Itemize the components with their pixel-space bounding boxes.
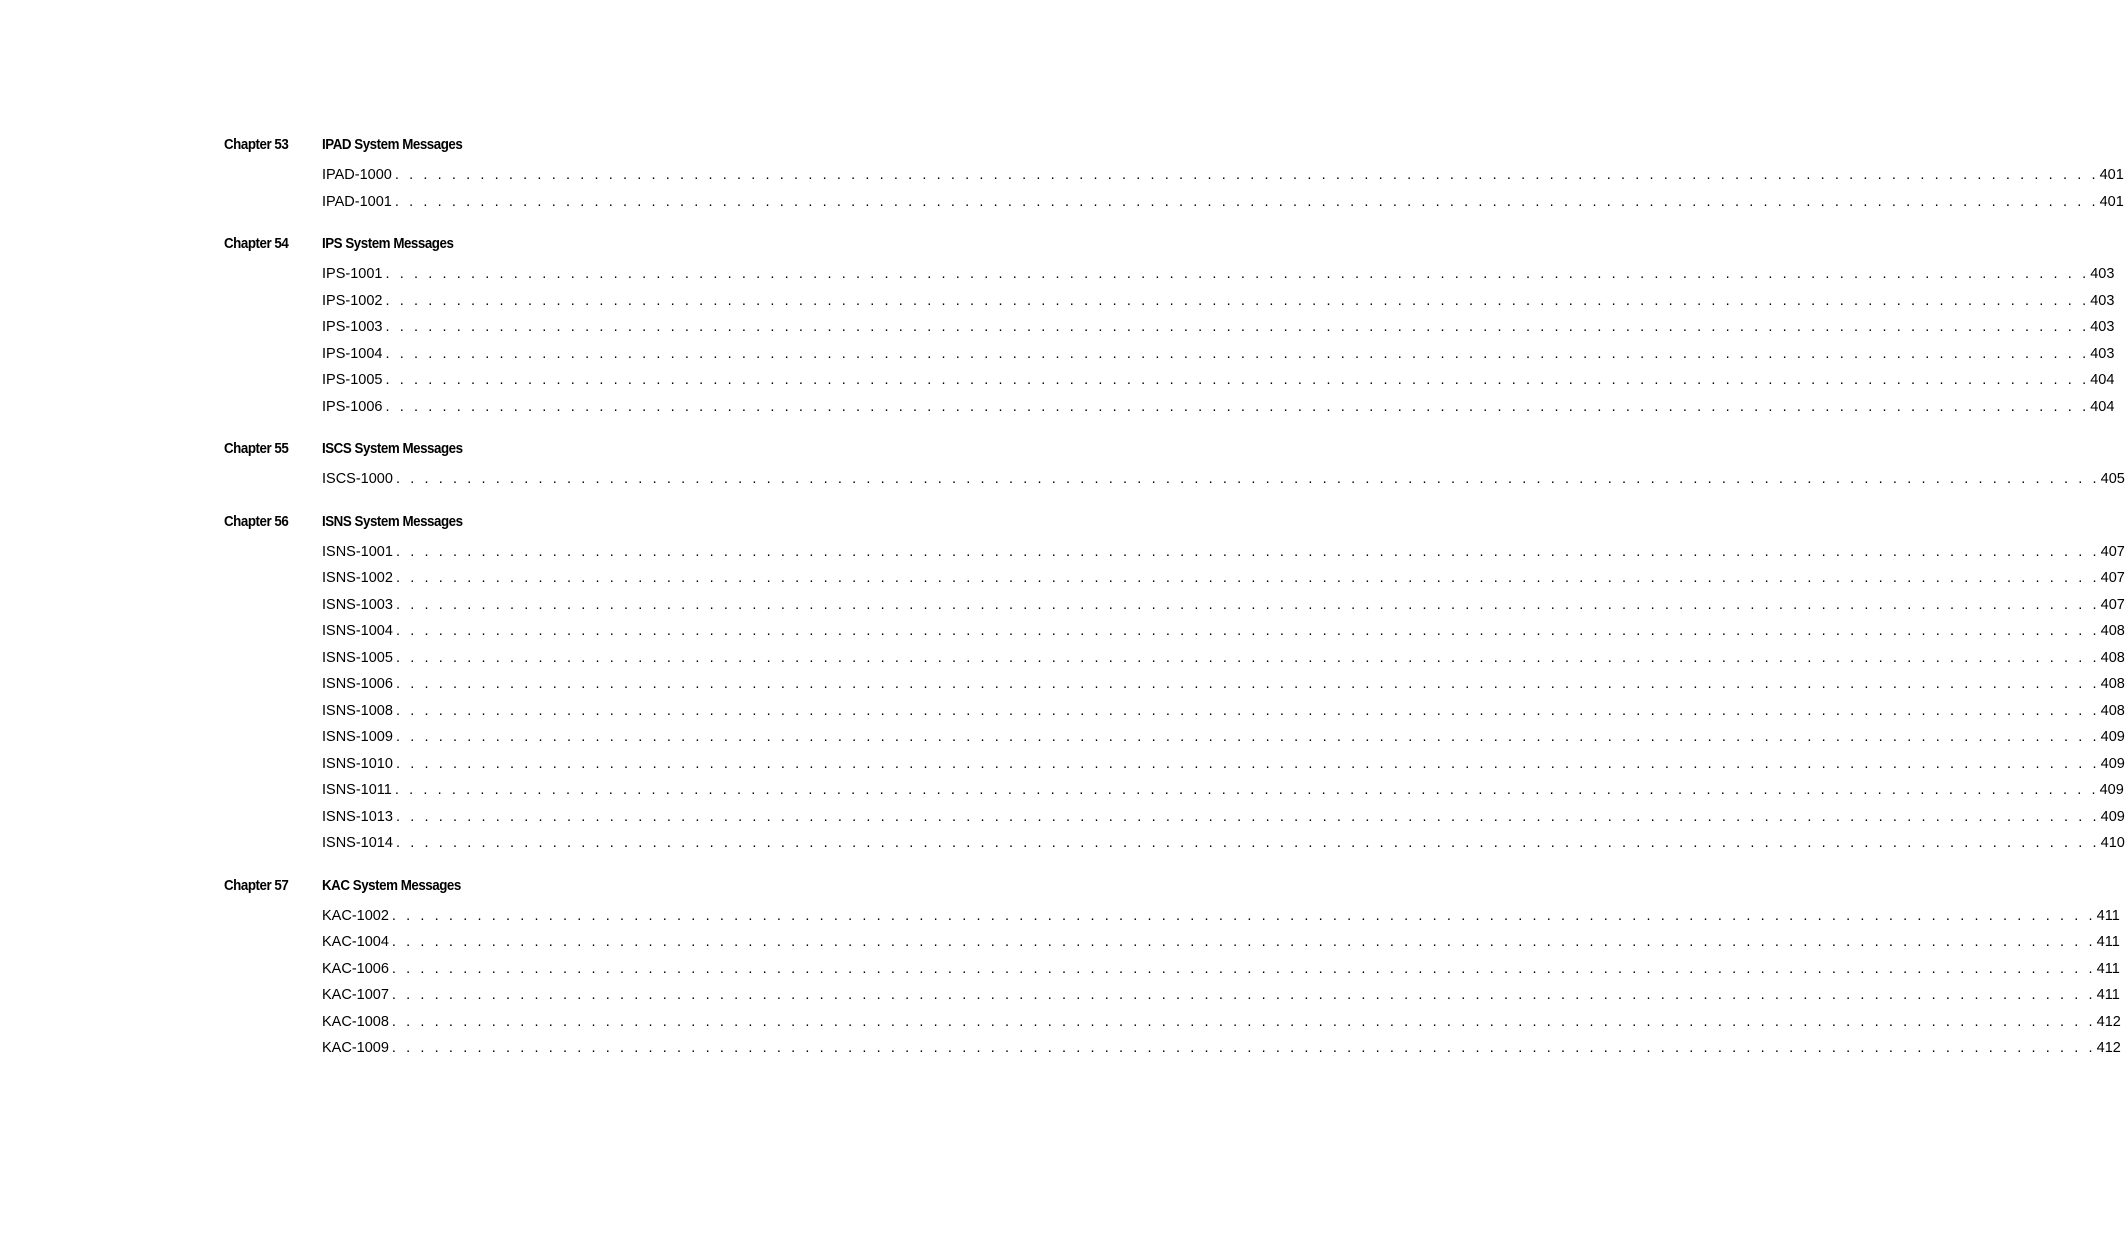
entry-label: ISNS-1003 [322,596,393,613]
chapter-number: Chapter 54 [224,236,289,252]
dot-leader: . . . . . . . . . . . . . . . . . . . . . . . . . . . . . . . . . . . . . . . . . . . . . . . . . . . . . . . . . . . . . . . . . . . . . . . . . . . . . . . . . . . . . . . . . . . . . . . . . . . . . . . . . . . . . . . . . . . . . . . . [385,398,2090,415]
entry-label: ISNS-1006 [322,676,393,692]
entry-label: IPS-1006 [322,398,383,415]
dot-leader: . . . . . . . . . . . . . . . . . . . . . . . . . . . . . . . . . . . . . . . . . . . . . . . . . . . . . . . . . . . . . . . . . . . . . . . . . . . . . . . . . . . . . . . . . . . . . . . . . . . . . . . . . . . . . . . . . . . . . . . . [395,808,2100,825]
dot-leader: . . . . . . . . . . . . . . . . . . . . . . . . . . . . . . . . . . . . . . . . . . . . . . . . . . . . . . . . . . . . . . . . . . . . . . . . . . . . . . . . . . . . . . . . . . . . . . . . . . . . . . . . . . . . . . . . . . . . . . . . [395,835,2100,851]
toc-entry[interactable] [322,1013,2121,1040]
toc-entry[interactable] [322,781,2124,808]
chapter-number: Chapter 55 [224,441,289,457]
entry-page-number: 409 [2100,808,2125,825]
toc-entry[interactable] [322,1039,2121,1066]
dot-leader: . . . . . . . . . . . . . . . . . . . . . . . . . . . . . . . . . . . . . . . . . . . . . . . . . . . . . . . . . . . . . . . . . . . . . . . . . . . . . . . . . . . . . . . . . . . . . . . . . . . . . . . . . . . . . . . . . . . . . . . . [391,907,2096,924]
entry-label: KAC-1002 [322,907,389,924]
toc-entry[interactable] [322,265,2115,292]
entry-page-number: 403 [2090,266,2115,282]
dot-leader: . . . . . . . . . . . . . . . . . . . . . . . . . . . . . . . . . . . . . . . . . . . . . . . . . . . . . . . . . . . . . . . . . . . . . . . . . . . . . . . . . . . . . . . . . . . . . . . . . . . . . . . . . . . . . . . . . . . . . . . . [385,372,2090,388]
chapter-title[interactable]: IPAD System Messages [322,137,463,153]
chapter-title[interactable]: KAC System Messages [322,877,461,894]
toc-entry[interactable] [322,834,2125,861]
toc-entry[interactable] [322,960,2120,987]
toc-entry[interactable] [322,543,2125,570]
toc-entry[interactable] [322,398,2115,425]
entry-label: KAC-1004 [322,934,389,950]
chapter-number: Chapter 56 [224,513,289,530]
chapter-heading [0,235,954,265]
toc-entry[interactable] [322,318,2115,345]
entry-page-number: 403 [2090,319,2115,335]
toc-entry[interactable] [322,755,2125,782]
entry-page-number: 412 [2096,1040,2121,1056]
dot-leader: . . . . . . . . . . . . . . . . . . . . . . . . . . . . . . . . . . . . . . . . . . . . . . . . . . . . . . . . . . . . . . . . . . . . . . . . . . . . . . . . . . . . . . . . . . . . . . . . . . . . . . . . . . . . . . . . . . . . . . . . [391,960,2096,977]
toc-entry[interactable] [322,907,2120,934]
entry-page-number: 407 [2100,570,2125,586]
toc-entry[interactable] [322,596,2125,623]
toc-chapter [0,235,2115,424]
entry-label: IPS-1002 [322,292,383,309]
dot-leader: . . . . . . . . . . . . . . . . . . . . . . . . . . . . . . . . . . . . . . . . . . . . . . . . . . . . . . . . . . . . . . . . . . . . . . . . . . . . . . . . . . . . . . . . . . . . . . . . . . . . . . . . . . . . . . . . . . . . . . . . [385,292,2090,309]
dot-leader: . . . . . . . . . . . . . . . . . . . . . . . . . . . . . . . . . . . . . . . . . . . . . . . . . . . . . . . . . . . . . . . . . . . . . . . . . . . . . . . . . . . . . . . . . . . . . . . . . . . . . . . . . . . . . . . . . . . . . . . . [395,649,2100,666]
toc-entry[interactable] [322,675,2125,702]
entry-label: IPS-1005 [322,372,383,388]
entry-label: ISNS-1013 [322,808,393,825]
chapter-title[interactable]: IPS System Messages [322,236,454,252]
chapter-heading [0,513,954,543]
dot-leader: . . . . . . . . . . . . . . . . . . . . . . . . . . . . . . . . . . . . . . . . . . . . . . . . . . . . . . . . . . . . . . . . . . . . . . . . . . . . . . . . . . . . . . . . . . . . . . . . . . . . . . . . . . . . . . . . . . . . . . . . [385,345,2090,362]
dot-leader: . . . . . . . . . . . . . . . . . . . . . . . . . . . . . . . . . . . . . . . . . . . . . . . . . . . . . . . . . . . . . . . . . . . . . . . . . . . . . . . . . . . . . . . . . . . . . . . . . . . . . . . . . . . . . . . . . . . . . . . . [395,623,2100,639]
dot-leader: . . . . . . . . . . . . . . . . . . . . . . . . . . . . . . . . . . . . . . . . . . . . . . . . . . . . . . . . . . . . . . . . . . . . . . . . . . . . . . . . . . . . . . . . . . . . . . . . . . . . . . . . . . . . . . . . . . . . . . . . [395,471,2100,487]
dot-leader: . . . . . . . . . . . . . . . . . . . . . . . . . . . . . . . . . . . . . . . . . . . . . . . . . . . . . . . . . . . . . . . . . . . . . . . . . . . . . . . . . . . . . . . . . . . . . . . . . . . . . . . . . . . . . . . . . . . . . . . . [395,596,2100,613]
entry-label: ISNS-1011 [322,782,392,798]
table-of-contents [0,136,2125,1082]
toc-entry[interactable] [322,808,2125,835]
chapter-title[interactable]: ISCS System Messages [322,441,463,457]
entry-label: ISNS-1014 [322,835,393,851]
toc-entry[interactable] [322,470,2125,497]
toc-entry[interactable] [322,649,2125,676]
entry-page-number: 401 [2099,167,2124,183]
toc-entry[interactable] [322,569,2125,596]
dot-leader: . . . . . . . . . . . . . . . . . . . . . . . . . . . . . . . . . . . . . . . . . . . . . . . . . . . . . . . . . . . . . . . . . . . . . . . . . . . . . . . . . . . . . . . . . . . . . . . . . . . . . . . . . . . . . . . . . . . . . . . . [394,167,2099,183]
entry-label: ISNS-1002 [322,570,393,586]
entry-label: IPAD-1001 [322,193,392,210]
dot-leader: . . . . . . . . . . . . . . . . . . . . . . . . . . . . . . . . . . . . . . . . . . . . . . . . . . . . . . . . . . . . . . . . . . . . . . . . . . . . . . . . . . . . . . . . . . . . . . . . . . . . . . . . . . . . . . . . . . . . . . . . [395,755,2100,772]
dot-leader: . . . . . . . . . . . . . . . . . . . . . . . . . . . . . . . . . . . . . . . . . . . . . . . . . . . . . . . . . . . . . . . . . . . . . . . . . . . . . . . . . . . . . . . . . . . . . . . . . . . . . . . . . . . . . . . . . . . . . . . . [395,570,2100,586]
entry-page-number: 409 [2100,729,2125,745]
entry-page-number: 408 [2100,623,2125,639]
toc-chapter [0,877,2121,1066]
toc-entry[interactable] [322,702,2125,729]
dot-leader: . . . . . . . . . . . . . . . . . . . . . . . . . . . . . . . . . . . . . . . . . . . . . . . . . . . . . . . . . . . . . . . . . . . . . . . . . . . . . . . . . . . . . . . . . . . . . . . . . . . . . . . . . . . . . . . . . . . . . . . . [394,193,2099,210]
dot-leader: . . . . . . . . . . . . . . . . . . . . . . . . . . . . . . . . . . . . . . . . . . . . . . . . . . . . . . . . . . . . . . . . . . . . . . . . . . . . . . . . . . . . . . . . . . . . . . . . . . . . . . . . . . . . . . . . . . . . . . . . [385,266,2090,282]
entry-label: IPS-1004 [322,345,383,362]
entry-page-number: 411 [2096,934,2120,950]
entry-page-number: 410 [2100,835,2125,851]
dot-leader: . . . . . . . . . . . . . . . . . . . . . . . . . . . . . . . . . . . . . . . . . . . . . . . . . . . . . . . . . . . . . . . . . . . . . . . . . . . . . . . . . . . . . . . . . . . . . . . . . . . . . . . . . . . . . . . . . . . . . . . . [391,987,2096,1003]
toc-entry[interactable] [322,345,2115,372]
chapter-number: Chapter 57 [224,877,289,894]
entry-page-number: 407 [2100,543,2125,560]
toc-entry[interactable] [322,193,2124,220]
chapter-heading [0,440,954,470]
entry-label: KAC-1006 [322,960,389,977]
dot-leader: . . . . . . . . . . . . . . . . . . . . . . . . . . . . . . . . . . . . . . . . . . . . . . . . . . . . . . . . . . . . . . . . . . . . . . . . . . . . . . . . . . . . . . . . . . . . . . . . . . . . . . . . . . . . . . . . . . . . . . . . [385,319,2090,335]
toc-chapter [0,136,2124,219]
dot-leader: . . . . . . . . . . . . . . . . . . . . . . . . . . . . . . . . . . . . . . . . . . . . . . . . . . . . . . . . . . . . . . . . . . . . . . . . . . . . . . . . . . . . . . . . . . . . . . . . . . . . . . . . . . . . . . . . . . . . . . . . [395,676,2100,692]
entry-label: ISNS-1001 [322,543,393,560]
entry-label: KAC-1008 [322,1013,389,1030]
toc-entry[interactable] [322,371,2115,398]
entry-page-number: 408 [2100,702,2125,719]
entry-page-number: 404 [2090,398,2115,415]
dot-leader: . . . . . . . . . . . . . . . . . . . . . . . . . . . . . . . . . . . . . . . . . . . . . . . . . . . . . . . . . . . . . . . . . . . . . . . . . . . . . . . . . . . . . . . . . . . . . . . . . . . . . . . . . . . . . . . . . . . . . . . . [395,729,2100,745]
dot-leader: . . . . . . . . . . . . . . . . . . . . . . . . . . . . . . . . . . . . . . . . . . . . . . . . . . . . . . . . . . . . . . . . . . . . . . . . . . . . . . . . . . . . . . . . . . . . . . . . . . . . . . . . . . . . . . . . . . . . . . . . [395,702,2100,719]
entry-label: ISNS-1010 [322,755,393,772]
entry-label: IPS-1003 [322,319,383,335]
entry-page-number: 411 [2096,987,2120,1003]
entry-page-number: 411 [2096,960,2120,977]
entry-page-number: 408 [2100,649,2125,666]
entry-label: KAC-1009 [322,1040,389,1056]
entry-page-number: 405 [2100,471,2125,487]
toc-chapter [0,513,2125,861]
entry-label: ISNS-1009 [322,729,393,745]
chapter-title[interactable]: ISNS System Messages [322,513,463,530]
dot-leader: . . . . . . . . . . . . . . . . . . . . . . . . . . . . . . . . . . . . . . . . . . . . . . . . . . . . . . . . . . . . . . . . . . . . . . . . . . . . . . . . . . . . . . . . . . . . . . . . . . . . . . . . . . . . . . . . . . . . . . . . [394,782,2099,798]
toc-entry[interactable] [322,166,2124,193]
chapter-heading [0,877,954,907]
dot-leader: . . . . . . . . . . . . . . . . . . . . . . . . . . . . . . . . . . . . . . . . . . . . . . . . . . . . . . . . . . . . . . . . . . . . . . . . . . . . . . . . . . . . . . . . . . . . . . . . . . . . . . . . . . . . . . . . . . . . . . . . [391,1040,2096,1056]
dot-leader: . . . . . . . . . . . . . . . . . . . . . . . . . . . . . . . . . . . . . . . . . . . . . . . . . . . . . . . . . . . . . . . . . . . . . . . . . . . . . . . . . . . . . . . . . . . . . . . . . . . . . . . . . . . . . . . . . . . . . . . . [391,934,2096,950]
entry-page-number: 403 [2090,292,2115,309]
entry-label: ISNS-1004 [322,623,393,639]
dot-leader: . . . . . . . . . . . . . . . . . . . . . . . . . . . . . . . . . . . . . . . . . . . . . . . . . . . . . . . . . . . . . . . . . . . . . . . . . . . . . . . . . . . . . . . . . . . . . . . . . . . . . . . . . . . . . . . . . . . . . . . . [391,1013,2096,1030]
entry-label: ISCS-1000 [322,471,393,487]
entry-label: ISNS-1005 [322,649,393,666]
entry-page-number: 409 [2099,782,2124,798]
entry-page-number: 409 [2100,755,2125,772]
toc-entry[interactable] [322,728,2125,755]
entry-page-number: 412 [2096,1013,2121,1030]
toc-entry[interactable] [322,622,2125,649]
toc-entry[interactable] [322,292,2115,319]
entry-label: IPS-1001 [322,266,383,282]
entry-page-number: 411 [2096,907,2120,924]
entry-page-number: 408 [2100,676,2125,692]
dot-leader: . . . . . . . . . . . . . . . . . . . . . . . . . . . . . . . . . . . . . . . . . . . . . . . . . . . . . . . . . . . . . . . . . . . . . . . . . . . . . . . . . . . . . . . . . . . . . . . . . . . . . . . . . . . . . . . . . . . . . . . . [395,543,2100,560]
entry-page-number: 403 [2090,345,2115,362]
entry-page-number: 404 [2090,372,2115,388]
entry-label: KAC-1007 [322,987,389,1003]
chapter-heading [0,136,954,166]
toc-entry[interactable] [322,933,2120,960]
toc-entry[interactable] [322,986,2120,1013]
entry-page-number: 407 [2100,596,2125,613]
chapter-number: Chapter 53 [224,137,289,153]
entry-page-number: 401 [2099,193,2124,210]
entry-label: IPAD-1000 [322,167,392,183]
toc-chapter [0,440,2125,497]
entry-label: ISNS-1008 [322,702,393,719]
